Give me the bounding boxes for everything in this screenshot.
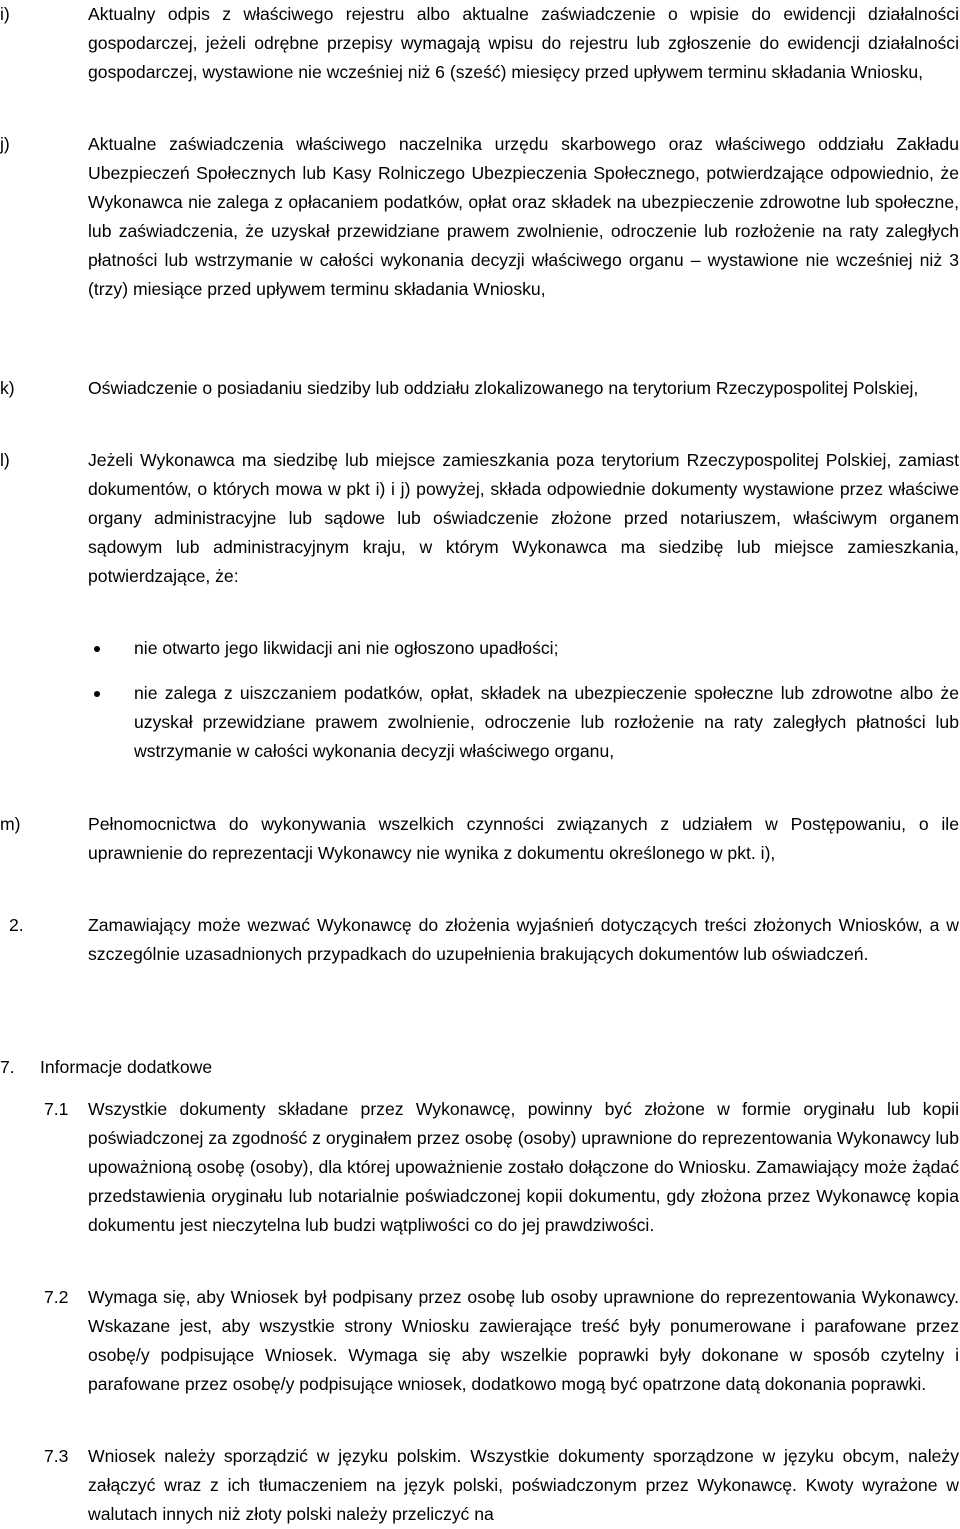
subsection-number: 7.1: [44, 1099, 69, 1119]
section-title: [0, 1053, 212, 1082]
list-marker: i): [0, 4, 10, 24]
bullet-icon: [94, 646, 100, 652]
list-marker: j): [0, 134, 10, 154]
bullet-text: nie otwarto jego likwidacji ani nie ogłoszono upadłości;: [134, 638, 559, 658]
list-marker: 2.: [9, 915, 24, 935]
list-marker: l): [0, 450, 10, 470]
subsection-number: 7.2: [44, 1287, 69, 1307]
list-item-text: Pełnomocnictwa do wykonywania wszelkich czynności związanych z udziałem w Postępowaniu, o ile uprawnienie do reprezentacji Wykonawcy nie wynika z dokumentu określonego w pkt. i),: [88, 814, 959, 864]
list-marker: k): [0, 378, 15, 398]
section-title-text: Informacje dodatkowe: [40, 1057, 213, 1077]
subsection-text: Wniosek należy sporządzić w języku polskim. Wszystkie dokumenty sporządzone w języku obcym, należy załączyć wraz z ich tłumaczeniem na język polski, poświadczonym przez Wykonawcę. Kwoty wyrażone w walutach innych niż złoty polski należy przeliczyć na: [88, 1446, 959, 1525]
list-item-text: Aktualny odpis z właściwego rejestru albo aktualne zaświadczenie o wpisie do ewidencji działalności gospodarczej, jeżeli odrębne przepisy wymagają wpisu do rejestru lub zgłoszenie do ewidencji działalności gospodarczej, wystawione nie wcześniej niż 6 (sześć) miesięcy przed upływem terminu składania Wniosku,: [88, 4, 959, 83]
subsection-number: 7.3: [44, 1446, 69, 1466]
list-item-text: Oświadczenie o posiadaniu siedziby lub oddziału zlokalizowanego na terytorium Rzeczypospolitej Polskiej,: [88, 378, 919, 398]
subsection-text: Wymaga się, aby Wniosek był podpisany przez osobę lub osoby uprawnione do reprezentowania Wykonawcy. Wskazane jest, aby wszystkie strony Wniosku zawierające treść były ponumerowane i parafowane przez osobę/y podpisujące Wniosek. Wymaga się aby wszelkie poprawki były dokonane w sposób czytelny i parafowane przez osobę/y podpisujące wniosek, dodatkowo mogą być opatrzone datą dokonania poprawki.: [88, 1287, 959, 1395]
list-item-text: Aktualne zaświadczenia właściwego naczelnika urzędu skarbowego oraz właściwego oddziału Zakładu Ubezpieczeń Społecznych lub Kasy Rolniczego Ubezpieczenia Społecznego, potwierdzające odpowiednio, że Wykonawca nie zalega z opłacaniem podatków, opłat oraz składek na ubezpieczenie zdrowotne lub społeczne, lub zaświadczenia, że uzyskał przewidziane prawem zwolnienie, odroczenie lub rozłożenie na raty zaległych płatności lub wstrzymanie w całości wykonania decyzji właściwego organu – wystawione nie wcześniej niż 3 (trzy) miesiące przed upływem terminu składania Wniosku,: [88, 134, 959, 300]
subsection-text: Wszystkie dokumenty składane przez Wykonawcę, powinny być złożone w formie oryginału lub kopii poświadczonej za zgodność z oryginałem przez osobę (osoby) uprawnione do reprezentowania Wykonawcy lub upoważnioną osobę (osoby), dla której upoważnienie zostało dołączone do Wniosku. Zamawiający może żądać przedstawienia oryginału lub notarialnie poświadczonej kopii dokumentu, gdy złożona przez Wykonawcę kopia dokumentu jest nieczytelna lub budzi wątpliwości co do jej prawdziwości.: [88, 1099, 959, 1236]
bullet-icon: [94, 691, 100, 697]
bullet-text: nie zalega z uiszczaniem podatków, opłat, składek na ubezpieczenie społeczne lub zdrowotne albo że uzyskał przewidziane prawem zwolnienie, odroczenie lub rozłożenie na raty zaległych płatności lub wstrzymanie w całości wykonania decyzji właściwego organu,: [134, 683, 959, 762]
section-number: 7.: [0, 1057, 15, 1077]
list-item-text: Zamawiający może wezwać Wykonawcę do złożenia wyjaśnień dotyczących treści złożonych Wniosków, a w szczególnie uzasadnionych przypadkach do uzupełnienia brakujących dokumentów lub oświadczeń.: [88, 915, 959, 965]
list-marker: m): [0, 814, 21, 834]
list-item-text: Jeżeli Wykonawca ma siedzibę lub miejsce zamieszkania poza terytorium Rzeczypospolitej Polskiej, zamiast dokumentów, o których mowa w pkt i) i j) powyżej, składa odpowiednie dokumenty wystawione przez właściwe organy administracyjne lub sądowe lub oświadczenie złożone przed notariuszem, właściwym organem sądowym lub administracyjnym kraju, w którym Wykonawca ma siedzibę lub miejsce zamieszkania, potwierdzające, że:: [88, 450, 959, 587]
